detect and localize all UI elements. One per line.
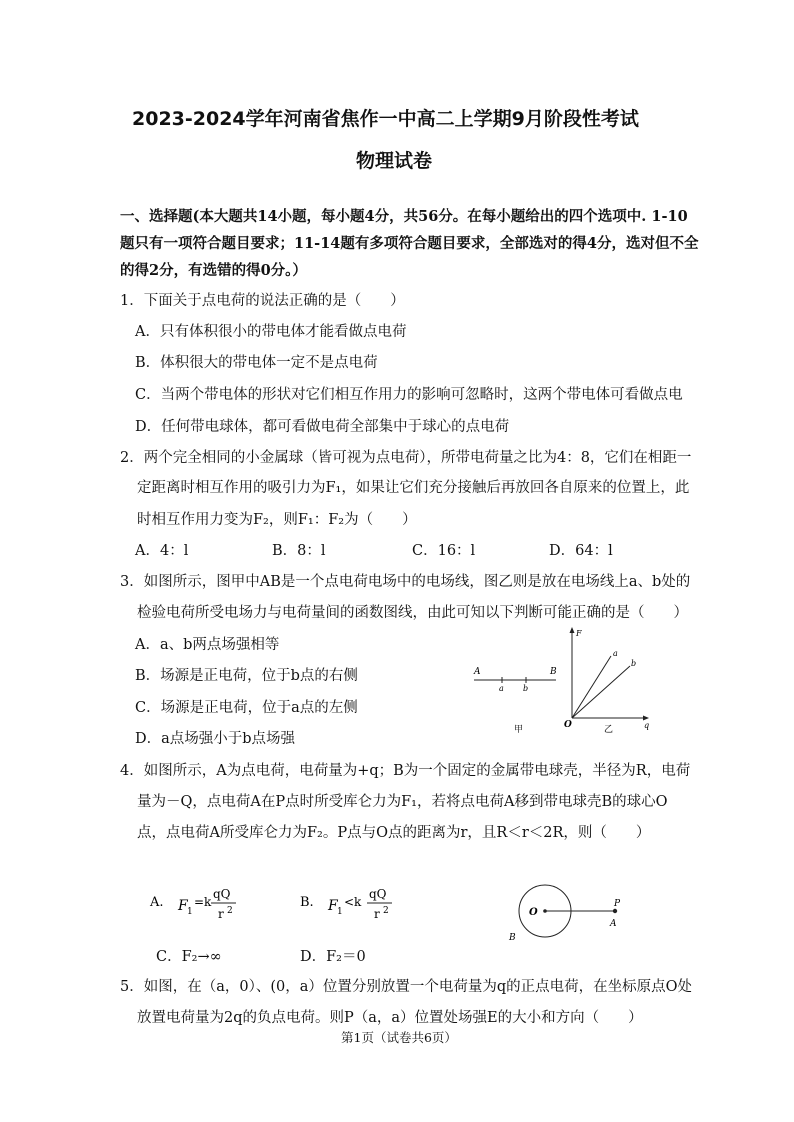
section-heading-line3: 的得2分，有选错的得0分。）: [120, 262, 307, 279]
point-charge-A: [613, 909, 617, 913]
q2-line1: 2．两个完全相同的小金属球（皆可视为点电荷），所带电荷量之比为4：8，它们在相距一: [120, 450, 692, 466]
q3-option-a: A．a、b两点场强相等: [135, 637, 280, 653]
q4-option-a-label: A.: [150, 895, 164, 910]
label-line-a: a: [613, 649, 618, 658]
q5-line2: 放置电荷量为2q的负点电荷。则P（a，a）位置处场强E的大小和方向（ ）: [137, 1010, 643, 1026]
label-jia: 甲: [514, 725, 524, 735]
q4-option-b-label: B.: [300, 895, 314, 910]
q1-stem: 1．下面关于点电荷的说法正确的是（ ）: [120, 293, 405, 309]
q3-line2: 检验电荷所受电场力与电荷量间的函数图线，由此可知以下判断可能正确的是（ ）: [137, 605, 688, 621]
q1-option-a: A．只有体积很小的带电体才能看做点电荷: [135, 324, 407, 340]
q-axis-arrow: [643, 716, 649, 721]
q3-option-c: C．场源是正电荷，位于a点的左侧: [135, 700, 358, 716]
formula-numerator: qQ: [213, 887, 231, 901]
formula-sub1: 1: [337, 907, 343, 917]
formula-denominator: r: [374, 907, 380, 921]
q2-option-b: B．8：l: [272, 543, 326, 559]
f-q-graph: [564, 627, 649, 735]
section-heading-line2: 题只有一项符合题目要求；11-14题有多项符合题目要求，全部选对的得4分，选对但不全: [120, 235, 699, 252]
label-b: b: [523, 684, 529, 693]
formula-sup2: 2: [227, 906, 233, 916]
formula-numerator: qQ: [369, 887, 387, 901]
q4-figure: [503, 884, 633, 944]
label-a: a: [499, 684, 504, 693]
q3-figures: [466, 620, 666, 745]
section-heading-line1: 一、选择题(本大题共14小题，每小题4分，共56分。在每小题给出的四个选项中. 1-10: [120, 208, 688, 225]
label-B: B: [550, 667, 557, 677]
page-title: 2023-2024学年河南省焦作一中高二上学期9月阶段性考试: [132, 108, 639, 130]
q2-option-d: D．64：l: [549, 543, 613, 559]
formula-F: F: [178, 898, 188, 914]
q2-option-c: C．16：l: [412, 543, 476, 559]
label-line-b: b: [631, 659, 637, 668]
label-P: P: [614, 899, 621, 909]
formula-denominator: r: [218, 907, 224, 921]
label-O: O: [529, 907, 538, 918]
label-F: F: [576, 629, 582, 638]
q2-line3: 时相互作用力变为F₂，则F₁：F₂为（ ）: [137, 512, 417, 528]
q5-line1: 5．如图，在（a，0）、(0，a）位置分别放置一个电荷量为q的正点电荷，在坐标原点O处: [120, 979, 693, 995]
q4-line3: 点，点电荷A所受库仑力为F₂。P点与O点的距离为r，且R＜r＜2R，则（ ）: [137, 825, 651, 841]
q4-line1: 4．如图所示，A为点电荷，电荷量为+q；B为一个固定的金属带电球壳，半径为R，电荷: [120, 763, 691, 779]
q3-option-d: D．a点场强小于b点场强: [135, 731, 296, 747]
q1-option-b: B．体积很大的带电体一定不是点电荷: [135, 355, 378, 371]
q3-option-b: B．场源是正电荷，位于b点的右侧: [135, 668, 358, 684]
label-yi: 乙: [604, 725, 614, 735]
q1-option-c: C．当两个带电体的形状对它们相互作用力的影响可忽略时，这两个带电体可看做点电: [135, 387, 683, 403]
q1-option-d: D．任何带电球体，都可看做电荷全部集中于球心的点电荷: [135, 419, 510, 435]
label-A: A: [474, 667, 481, 677]
label-B: B: [509, 933, 516, 943]
formula-less-than-k: <k: [344, 895, 362, 909]
label-A: A: [610, 919, 617, 929]
formula-sub1: 1: [187, 907, 193, 917]
q4-option-b: [298, 884, 408, 926]
label-q: q: [644, 721, 650, 730]
q4-option-d: D．F₂＝0: [300, 949, 366, 965]
q4-option-c: C．F₂→∞: [156, 949, 222, 965]
q4-line2: 量为－Q，点电荷A在P点时所受库仑力为F₁，若将点电荷A移到带电球壳B的球心O: [137, 794, 668, 810]
q2-line2: 定距离时相互作用的吸引力为F₁，如果让它们充分接触后再放回各自原来的位置上，此: [137, 480, 690, 496]
page-footer: 第1页（试卷共6页）: [341, 1030, 457, 1045]
label-O: O: [564, 720, 572, 730]
q4-option-a: [148, 884, 258, 926]
formula-equals-k: =k: [194, 895, 212, 909]
q3-line1: 3．如图所示，图甲中AB是一个点电荷电场中的电场线，图乙则是放在电场线上a、b处的: [120, 574, 691, 590]
line-b: [572, 666, 630, 718]
page-subtitle: 物理试卷: [356, 150, 433, 172]
line-a: [572, 656, 611, 718]
formula-sup2: 2: [383, 906, 389, 916]
field-line-figure: [473, 667, 557, 735]
formula-F: F: [328, 898, 338, 914]
q2-option-a: A．4：l: [135, 543, 189, 559]
f-axis-arrow: [570, 627, 575, 633]
